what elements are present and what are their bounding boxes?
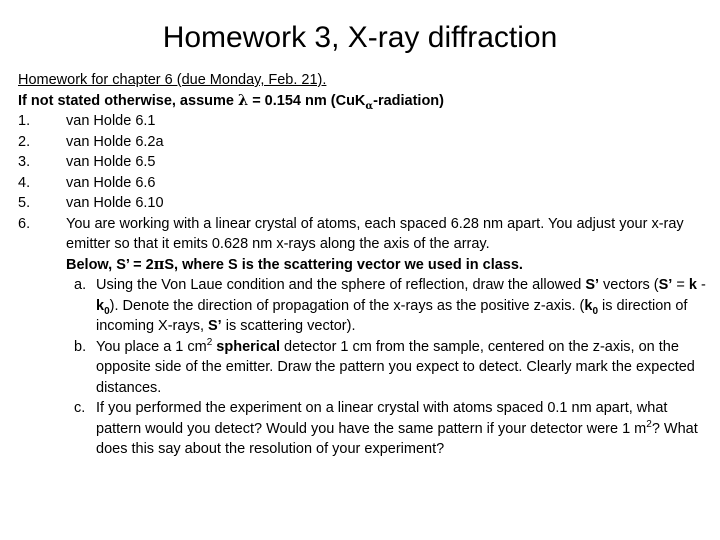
problem-text: van Holde 6.5 — [66, 154, 156, 170]
subpart-text — [96, 275, 708, 337]
subpart-letter: b. — [74, 338, 87, 355]
problem-text: van Holde 6.2a — [66, 133, 164, 150]
text-bold: spherical — [212, 338, 280, 355]
text-run: ? What does this say about the resolution of your experiment? — [96, 420, 698, 457]
text-run: ). Denote the direction of propagation of the x-rays as the positive z-axis. ( — [109, 297, 585, 314]
problem-item — [18, 111, 708, 132]
superscript: 2 — [646, 418, 652, 430]
subpart-text — [96, 337, 708, 399]
homework-body — [18, 70, 708, 460]
text-bold: k — [584, 297, 593, 314]
text-bold: S’ — [585, 277, 600, 293]
problem-item — [18, 132, 708, 153]
homework-subtitle: Homework for chapter 6 (due Monday, Feb. 21). — [18, 72, 327, 88]
assumption-suffix: -radiation) — [373, 92, 444, 109]
below-prefix: Below, S’ = 2 — [66, 256, 154, 273]
pi-symbol: π — [153, 255, 165, 273]
problem-number: 6. — [18, 215, 31, 232]
subpart-c — [18, 398, 708, 460]
subscript: 0 — [104, 305, 110, 317]
assumption-prefix: If not stated otherwise, assume — [18, 92, 234, 109]
text-run: You place a 1 cm — [96, 338, 207, 355]
problem-item — [18, 152, 708, 173]
alpha-symbol: α — [365, 100, 374, 112]
problem-number: 1. — [18, 113, 31, 129]
assumption-middle: = 0.154 nm (CuK — [252, 92, 366, 109]
problem-item — [18, 214, 708, 255]
subscript: 0 — [592, 305, 598, 317]
scattering-definition — [18, 255, 708, 276]
text-run: is scattering vector). — [221, 318, 356, 334]
subpart-letter: a. — [74, 277, 87, 293]
text-run: vectors ( — [599, 277, 659, 293]
problem-number: 2. — [18, 133, 31, 150]
subpart-a — [18, 275, 708, 337]
problem-text: van Holde 6.10 — [66, 195, 164, 211]
text-bold: S’ — [658, 277, 673, 293]
subpart-text — [96, 398, 708, 460]
problem-number: 4. — [18, 174, 31, 191]
text-bold: k — [688, 277, 697, 293]
problem-item — [18, 193, 708, 214]
page-title: Homework 3, X-ray diffraction — [162, 21, 558, 54]
text-bold: S’ — [208, 318, 222, 334]
problem-text: You are working with a linear crystal of atoms, each spaced 6.28 nm apart. You adjust your x-ray emitter so that it emits 0.628 nm x-rays along the axis of the array. — [66, 215, 684, 252]
below-suffix: S, where S is the scattering vector we used in class. — [164, 256, 523, 273]
problem-text: van Holde 6.1 — [66, 113, 156, 129]
text-run: = — [672, 277, 689, 293]
lambda-symbol: λ — [237, 91, 249, 109]
text-run: is direction of incoming X-rays, — [96, 297, 688, 334]
subpart-b — [18, 337, 708, 399]
problem-number: 3. — [18, 154, 31, 170]
text-run: If you performed the experiment on a linear crystal with atoms spaced 0.1 nm apart, what pattern would you detect? Would you have the same pattern if your detector were 1 m — [96, 400, 668, 437]
assumption-line — [18, 91, 708, 112]
text-run: Using the Von Laue condition and the sphere of reflection, draw the allowed — [96, 277, 586, 293]
text-run: detector 1 cm from the sample, centered on the z-axis, on the opposite side of the emitter. Draw the pattern you expect to detect. Clearly mark the expected distances. — [96, 338, 695, 396]
text-run: - — [696, 277, 706, 293]
subpart-letter: c. — [74, 400, 86, 416]
problem-number: 5. — [18, 195, 31, 211]
text-bold: k — [96, 297, 105, 314]
problem-item — [18, 173, 708, 194]
problem-text: van Holde 6.6 — [66, 174, 156, 191]
superscript: 2 — [206, 336, 213, 348]
